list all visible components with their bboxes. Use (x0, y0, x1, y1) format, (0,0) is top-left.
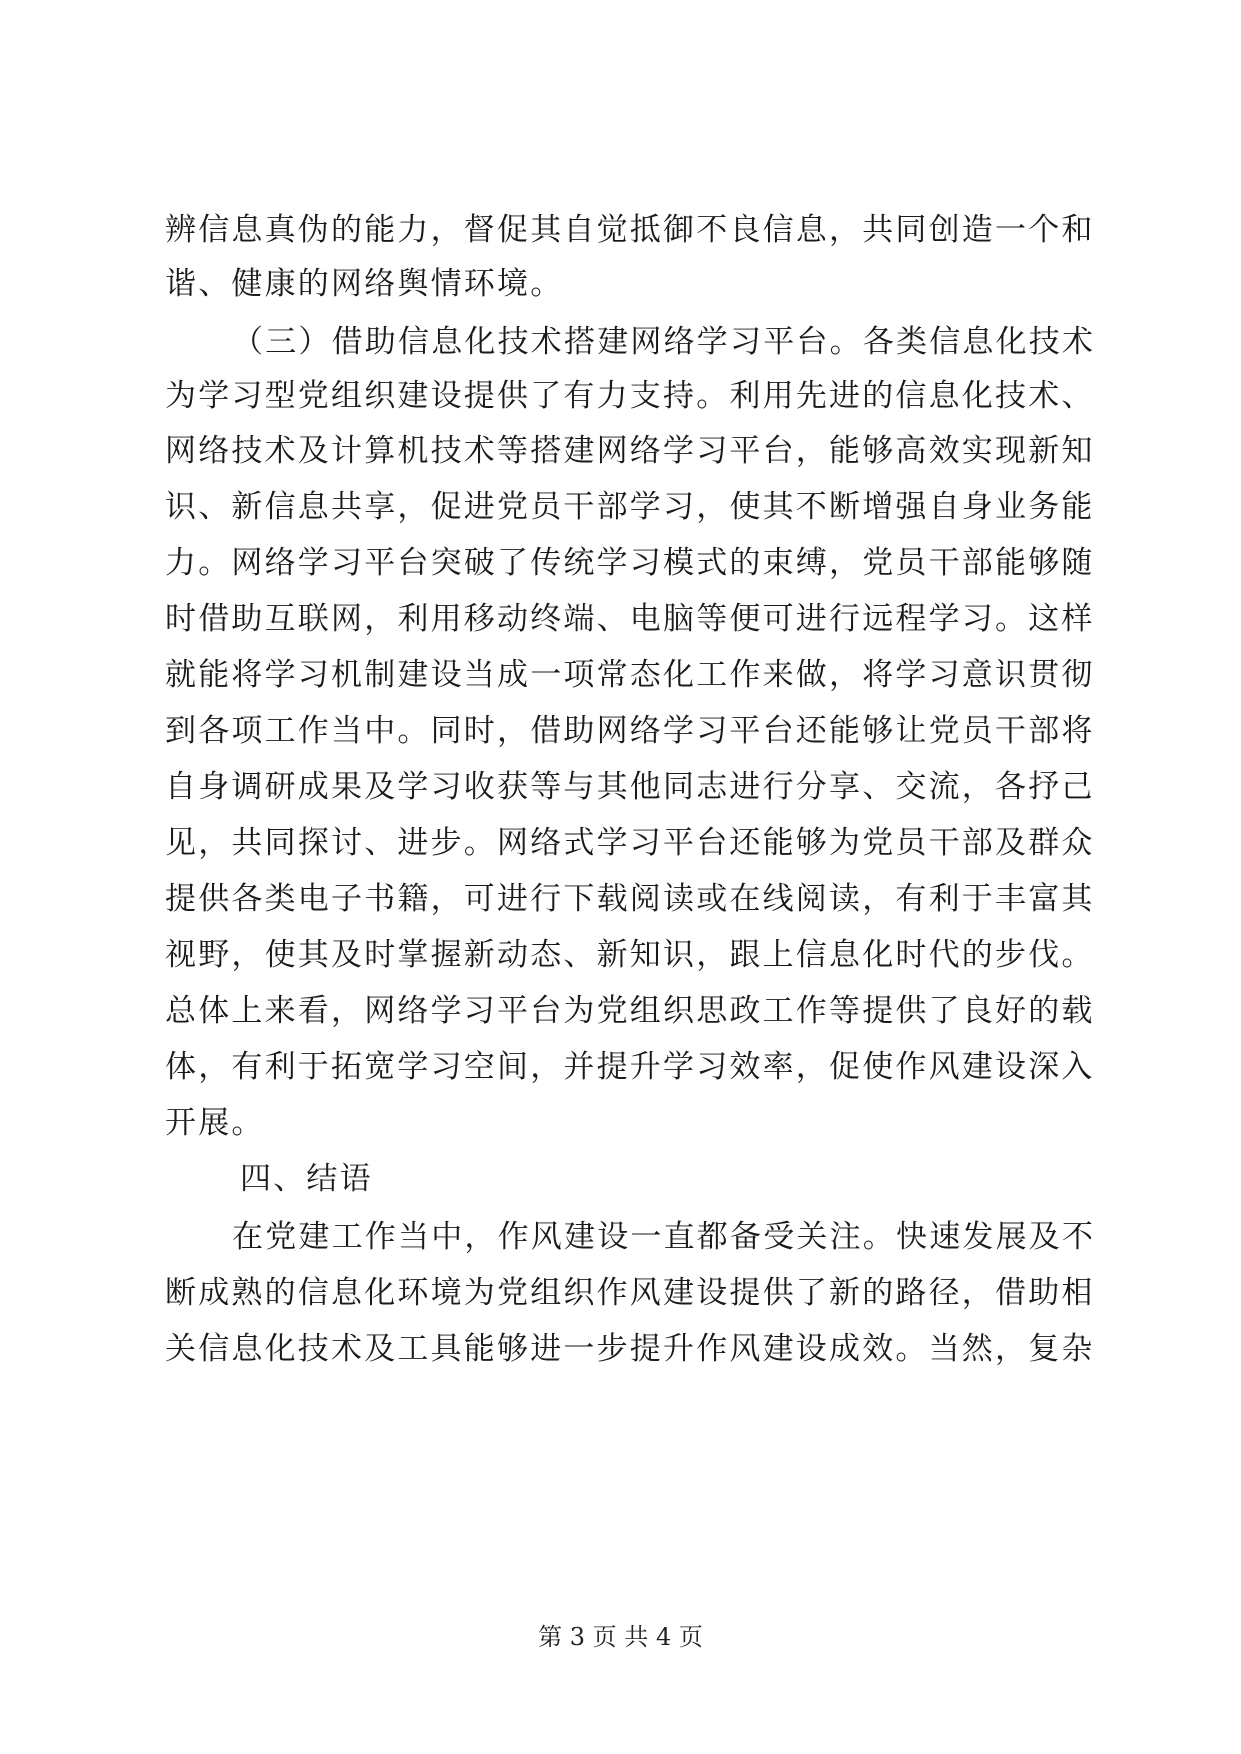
text-line-5: 网络技术及计算机技术等搭建网络学习平台，能够高效实现新知 (165, 433, 1095, 469)
section-heading-conclusion: 四、结语 (240, 1161, 373, 1197)
text-line-13: 提供各类电子书籍，可进行下载阅读或在线阅读，有利于丰富其 (165, 881, 1095, 917)
text-line-2: 谐、健康的网络舆情环境。 (165, 266, 564, 302)
text-line-10: 到各项工作当中。同时，借助网络学习平台还能够让党员干部将 (165, 713, 1095, 749)
text-line-11: 自身调研成果及学习收获等与其他同志进行分享、交流，各抒己 (165, 769, 1095, 805)
text-line-7: 力。网络学习平台突破了传统学习模式的束缚，党员干部能够随 (165, 545, 1095, 581)
text-line-8: 时借助互联网，利用移动终端、电脑等便可进行远程学习。这样 (165, 601, 1095, 637)
page-number-footer: 第 3 页 共 4 页 (538, 1623, 703, 1651)
text-line-4: 为学习型党组织建设提供了有力支持。利用先进的信息化技术、 (165, 378, 1095, 414)
text-line-19: 在党建工作当中，作风建设一直都备受关注。快速发展及不 (232, 1219, 1096, 1255)
text-line-17: 开展。 (165, 1105, 265, 1141)
text-line-6: 识、新信息共享，促进党员干部学习，使其不断增强自身业务能 (165, 489, 1095, 525)
text-line-14: 视野，使其及时掌握新动态、新知识，跟上信息化时代的步伐。 (165, 937, 1095, 973)
text-line-15: 总体上来看，网络学习平台为党组织思政工作等提供了良好的载 (165, 993, 1095, 1029)
text-line-12: 见，共同探讨、进步。网络式学习平台还能够为党员干部及群众 (165, 825, 1095, 861)
text-line-1: 辨信息真伪的能力，督促其自觉抵御不良信息，共同创造一个和 (165, 212, 1095, 248)
section-heading-3: （三）借助信息化技术搭建网络学习平台。各类信息化技术 (232, 324, 1096, 360)
text-line-20: 断成熟的信息化环境为党组织作风建设提供了新的路径，借助相 (165, 1275, 1095, 1311)
text-line-21: 关信息化技术及工具能够进一步提升作风建设成效。当然，复杂 (165, 1331, 1095, 1367)
text-line-9: 就能将学习机制建设当成一项常态化工作来做，将学习意识贯彻 (165, 657, 1095, 693)
text-line-16: 体，有利于拓宽学习空间，并提升学习效率，促使作风建设深入 (165, 1049, 1095, 1085)
